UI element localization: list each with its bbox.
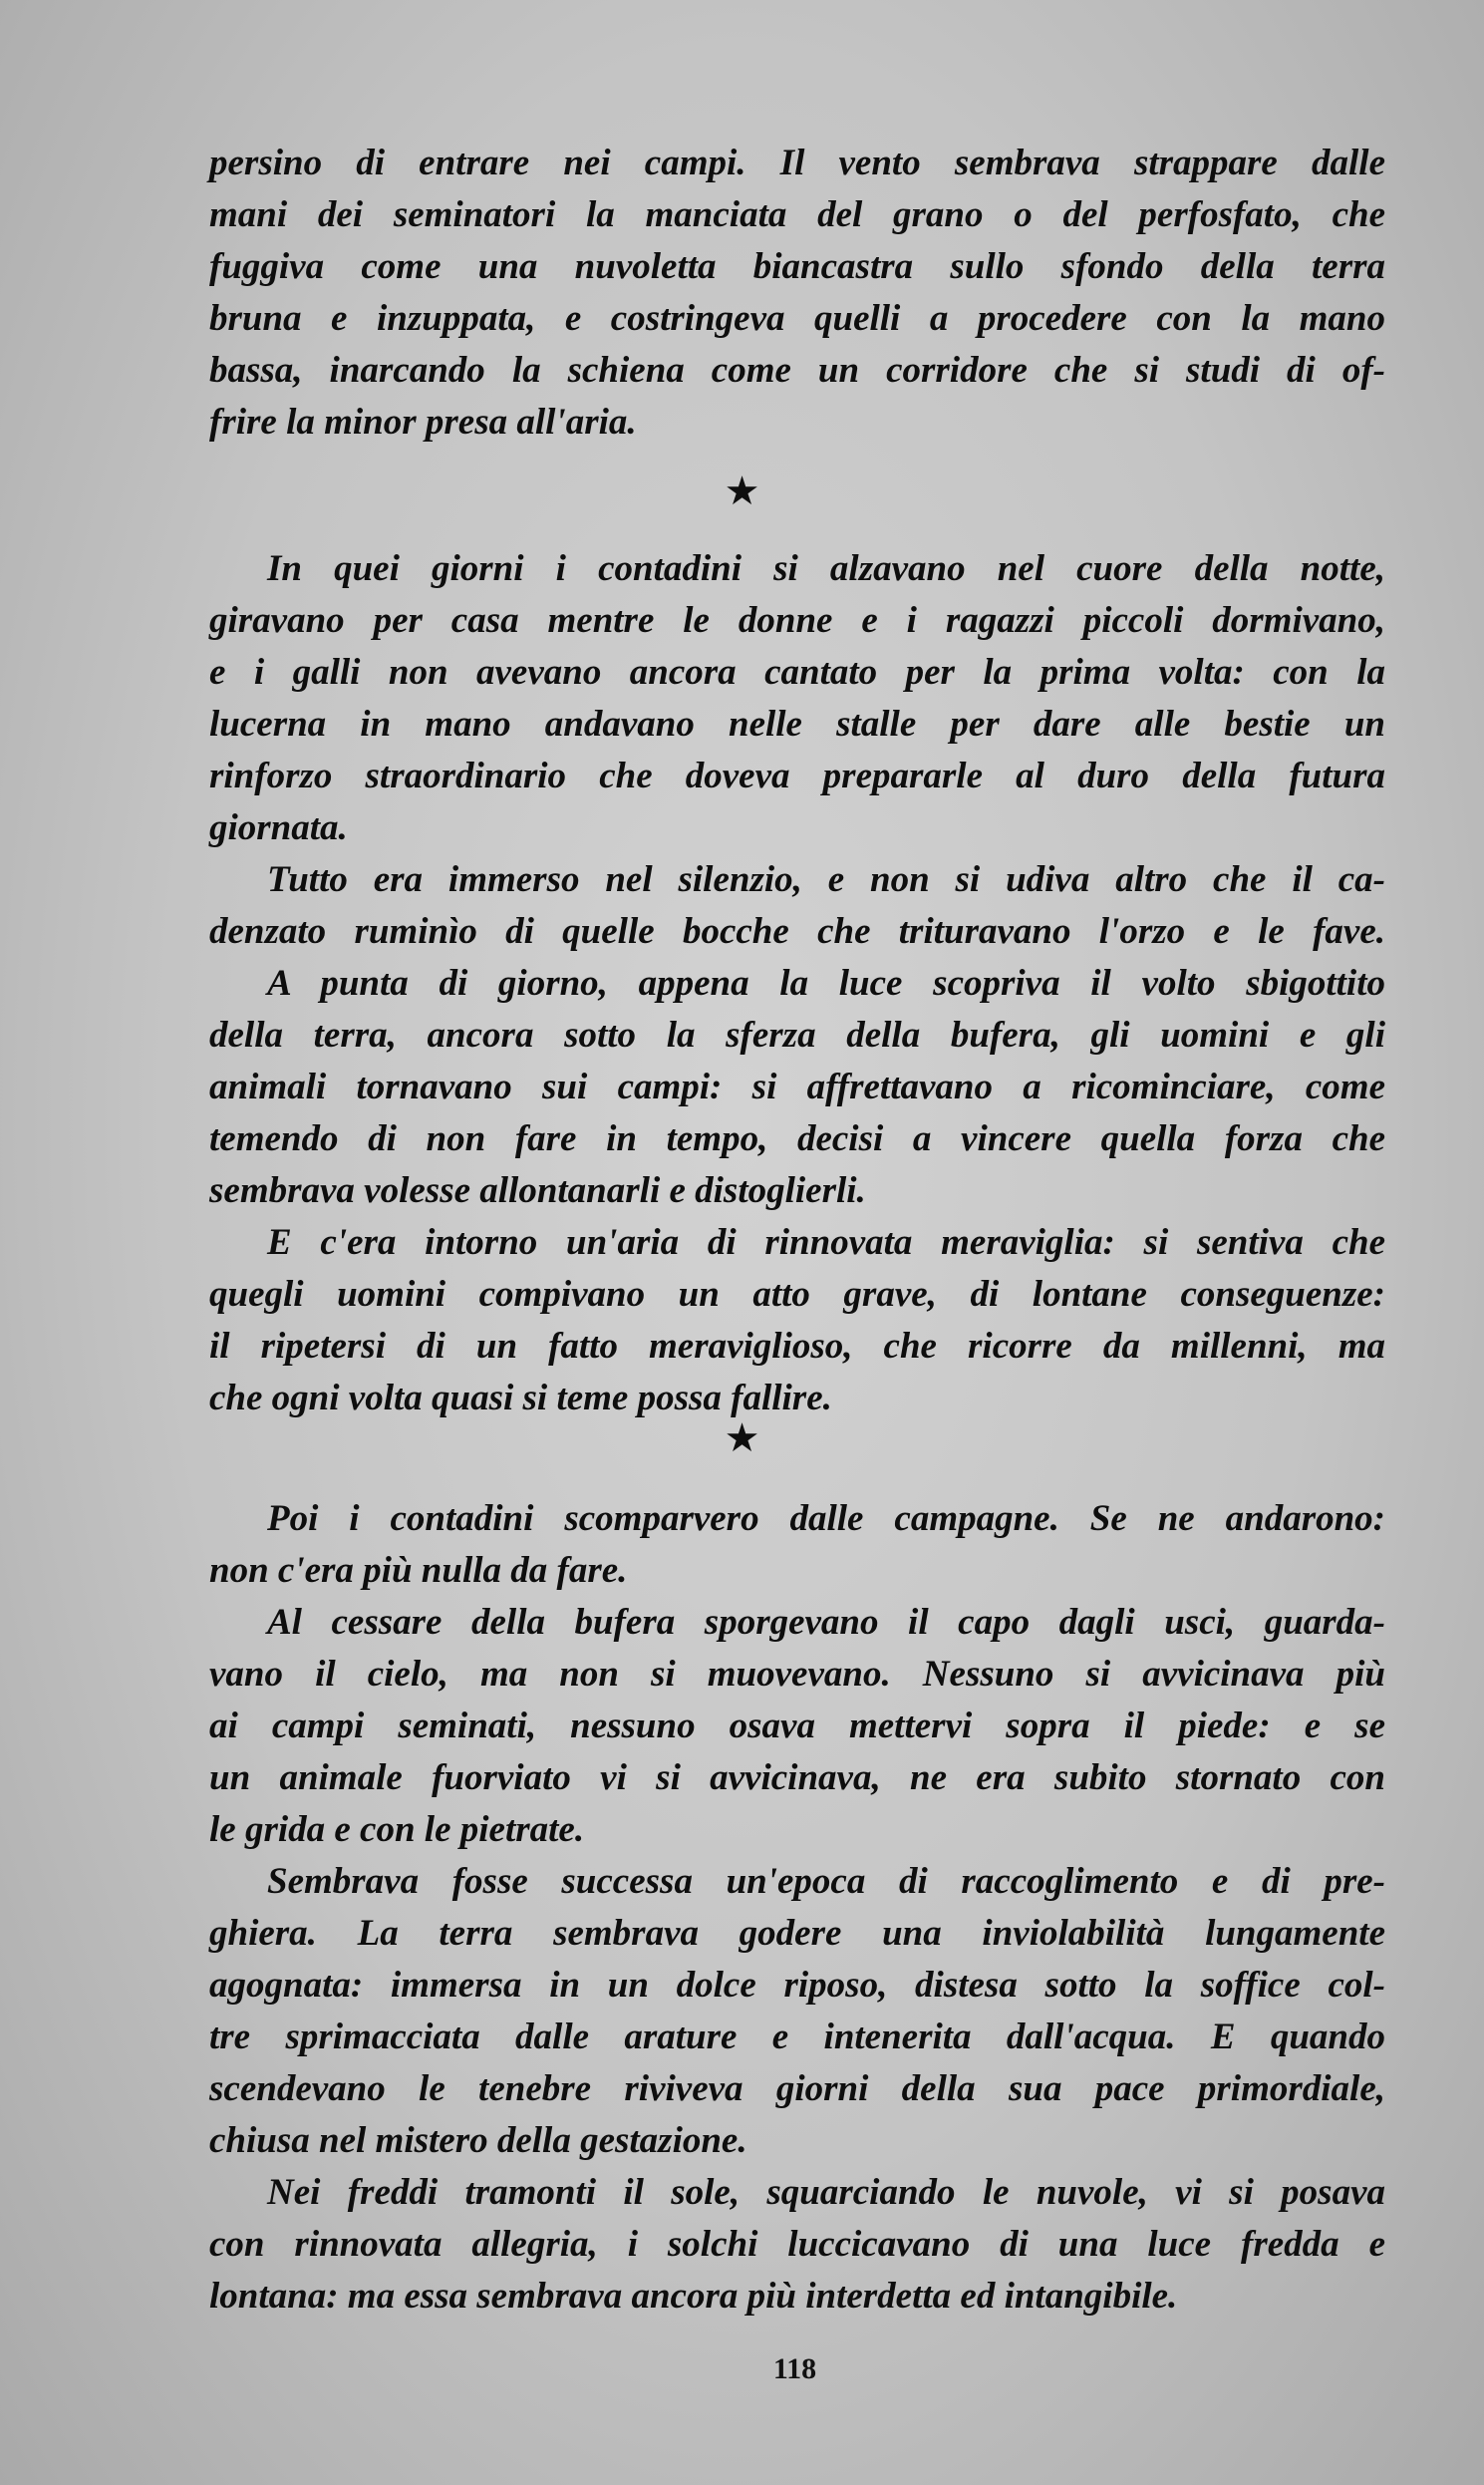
paragraph-line: animali tornavano sui campi: si affrettavano a ricominciare, come xyxy=(209,1067,1385,1107)
paragraph-line: rinforzo straordinario che doveva prepararle al duro della futura xyxy=(209,756,1385,796)
paragraph-line: Poi i contadini scomparvero dalle campagne. Se ne andarono: xyxy=(267,1498,1385,1539)
section-1-line: fuggiva come una nuvoletta biancastra sullo sfondo della terra xyxy=(209,246,1385,287)
paragraph-line: non c'era più nulla da fare. xyxy=(209,1550,628,1591)
paragraph-line: ai campi seminati, nessuno osava mettervi sopra il piede: e se xyxy=(209,1706,1385,1746)
paragraph-line: lontana: ma essa sembrava ancora più interdetta ed intangibile. xyxy=(209,2276,1178,2317)
paragraph-line: denzato ruminìo di quelle bocche che trituravano l'orzo e le fave. xyxy=(209,911,1385,952)
paragraph-line: quegli uomini compivano un atto grave, di lontane conseguenze: xyxy=(209,1274,1385,1315)
paragraph-line: giornata. xyxy=(209,807,348,848)
paragraph-line: giravano per casa mentre le donne e i ragazzi piccoli dormivano, xyxy=(209,600,1385,641)
paragraph-line: con rinnovata allegria, i solchi luccicavano di una luce fredda e xyxy=(209,2224,1385,2265)
paragraph-line: sembrava volesse allontanarli e distoglierli. xyxy=(209,1170,866,1211)
paragraph-line: che ogni volta quasi si teme possa fallire. xyxy=(209,1378,832,1418)
paragraph-line: A punta di giorno, appena la luce scopriva il volto sbigottito xyxy=(267,963,1385,1004)
paragraph-line: chiusa nel mistero della gestazione. xyxy=(209,2120,747,2161)
section-2 xyxy=(209,543,1385,1424)
paragraph-line: Nei freddi tramonti il sole, squarciando le nuvole, vi si posava xyxy=(267,2172,1385,2213)
paragraph-line: della terra, ancora sotto la sferza della bufera, gli uomini e gli xyxy=(209,1015,1385,1056)
paragraph-line: Al cessare della bufera sporgevano il capo dagli usci, guarda- xyxy=(267,1602,1385,1643)
section-1-line: bassa, inarcando la schiena come un corridore che si studi di of- xyxy=(209,350,1385,391)
paragraph-line: ghiera. La terra sembrava godere una inviolabilità lungamente xyxy=(209,1913,1385,1954)
star-divider-icon: ★ xyxy=(724,468,760,514)
paragraph-line: scendevano le tenebre riviveva giorni della sua pace primordiale, xyxy=(209,2068,1385,2109)
paragraph-line: agognata: immersa in un dolce riposo, distesa sotto la soffice col- xyxy=(209,1965,1385,2006)
paragraph-line: Tutto era immerso nel silenzio, e non si udiva altro che il ca- xyxy=(267,859,1385,900)
paragraph-line: vano il cielo, ma non si muovevano. Nessuno si avvicinava più xyxy=(209,1654,1385,1695)
paragraph-line: In quei giorni i contadini si alzavano nel cuore della notte, xyxy=(267,548,1385,589)
paragraph-line: e i galli non avevano ancora cantato per la prima volta: con la xyxy=(209,652,1385,693)
paragraph-line: il ripetersi di un fatto meraviglioso, che ricorre da millenni, ma xyxy=(209,1326,1385,1367)
section-1-line: mani dei seminatori la manciata del grano o del perfosfato, che xyxy=(209,194,1385,235)
section-3 xyxy=(209,1493,1385,2323)
section-1-line: bruna e inzuppata, e costringeva quelli a procedere con la mano xyxy=(209,298,1385,339)
paragraph-line: Sembrava fosse successa un'epoca di raccoglimento e di pre- xyxy=(267,1861,1385,1902)
paragraph-line: un animale fuorviato vi si avvicinava, ne era subito stornato con xyxy=(209,1757,1385,1798)
section-1-line: persino di entrare nei campi. Il vento sembrava strappare dalle xyxy=(209,143,1385,183)
page-number: 118 xyxy=(772,2352,817,2385)
paragraph-line: temendo di non fare in tempo, decisi a vincere quella forza che xyxy=(209,1118,1385,1159)
paragraph-line: E c'era intorno un'aria di rinnovata meraviglia: si sentiva che xyxy=(267,1222,1385,1263)
paragraph-line: le grida e con le pietrate. xyxy=(209,1809,585,1850)
paragraph-line: tre sprimacciata dalle arature e intenerita dall'acqua. E quando xyxy=(209,2017,1385,2057)
section-1-line: frire la minor presa all'aria. xyxy=(209,402,637,443)
paragraph-line: lucerna in mano andavano nelle stalle per dare alle bestie un xyxy=(209,704,1385,745)
star-divider-icon: ★ xyxy=(724,1415,760,1461)
section-1 xyxy=(209,138,1385,449)
